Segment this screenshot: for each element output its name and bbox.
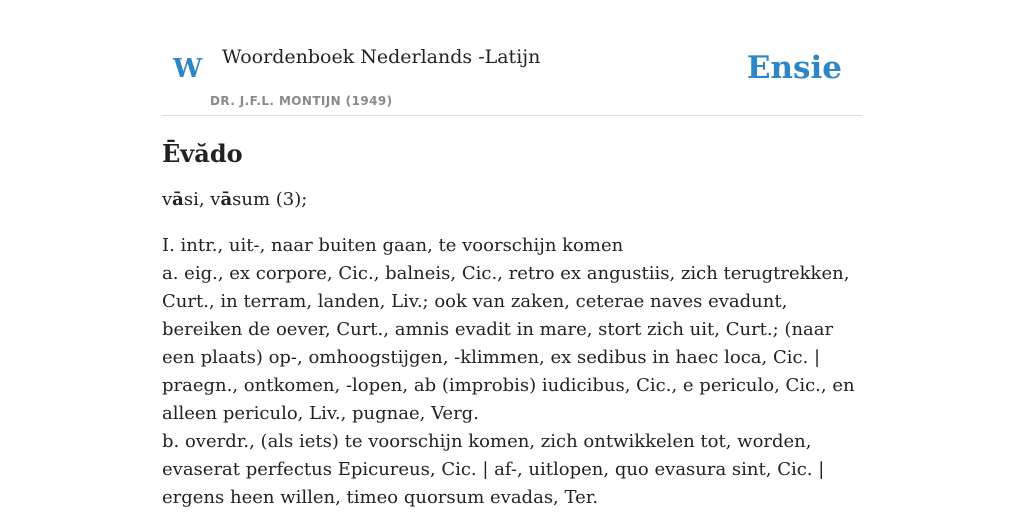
definition-line: a. eig., ex corpore, Cic., balneis, Cic., retro ex angustiis, zich terugtrekken, Curt., in terram, landen, Liv.; ook van zaken, ceterae naves evadunt, bereiken de oever, Curt., amnis evadit in mare, stort zich uit, Curt.; (naar een plaats) op-, omhoogstijgen, -klimmen, ex sedibus in haec loca, Cic. | praegn., ontkomen, -lopen, ab (improbis) iudicibus, Cic., e periculo, Cic., en alleen periculo, Liv., pugnae, Verg. (162, 263, 855, 424)
dictionary-header (162, 40, 862, 116)
headword-part: ă (194, 139, 210, 168)
headword-part: do (209, 139, 243, 168)
dictionary-title[interactable]: Woordenboek Nederlands -Latijn (222, 46, 541, 68)
definition-line: b. overdr., (als iets) te voorschijn komen, zich ontwikkelen tot, worden, evaserat perfectus Epicureus, Cic. | af-, uitlopen, quo evasura sint, Cic. | ergens heen willen, timeo quorsum evadas, Ter. (162, 431, 825, 508)
dictionary-author: DR. J.F.L. MONTIJN (1949) (210, 94, 393, 108)
definition (162, 232, 867, 512)
forms-part: ā (220, 189, 233, 210)
headword (162, 136, 867, 172)
dictionary-logo-icon[interactable]: W (173, 54, 203, 84)
headword-part: Ē (162, 139, 181, 168)
principal-parts (162, 186, 867, 214)
forms-part: si, v (183, 189, 221, 210)
ensie-logo[interactable]: Ensie (746, 50, 842, 86)
forms-part: ā (172, 189, 184, 210)
forms-part: v (162, 189, 173, 210)
headword-part: v (180, 139, 195, 168)
definition-line: I. intr., uit-, naar buiten gaan, te voorschijn komen (162, 235, 624, 256)
entry-content (162, 136, 867, 512)
forms-part: sum (3); (232, 189, 308, 210)
